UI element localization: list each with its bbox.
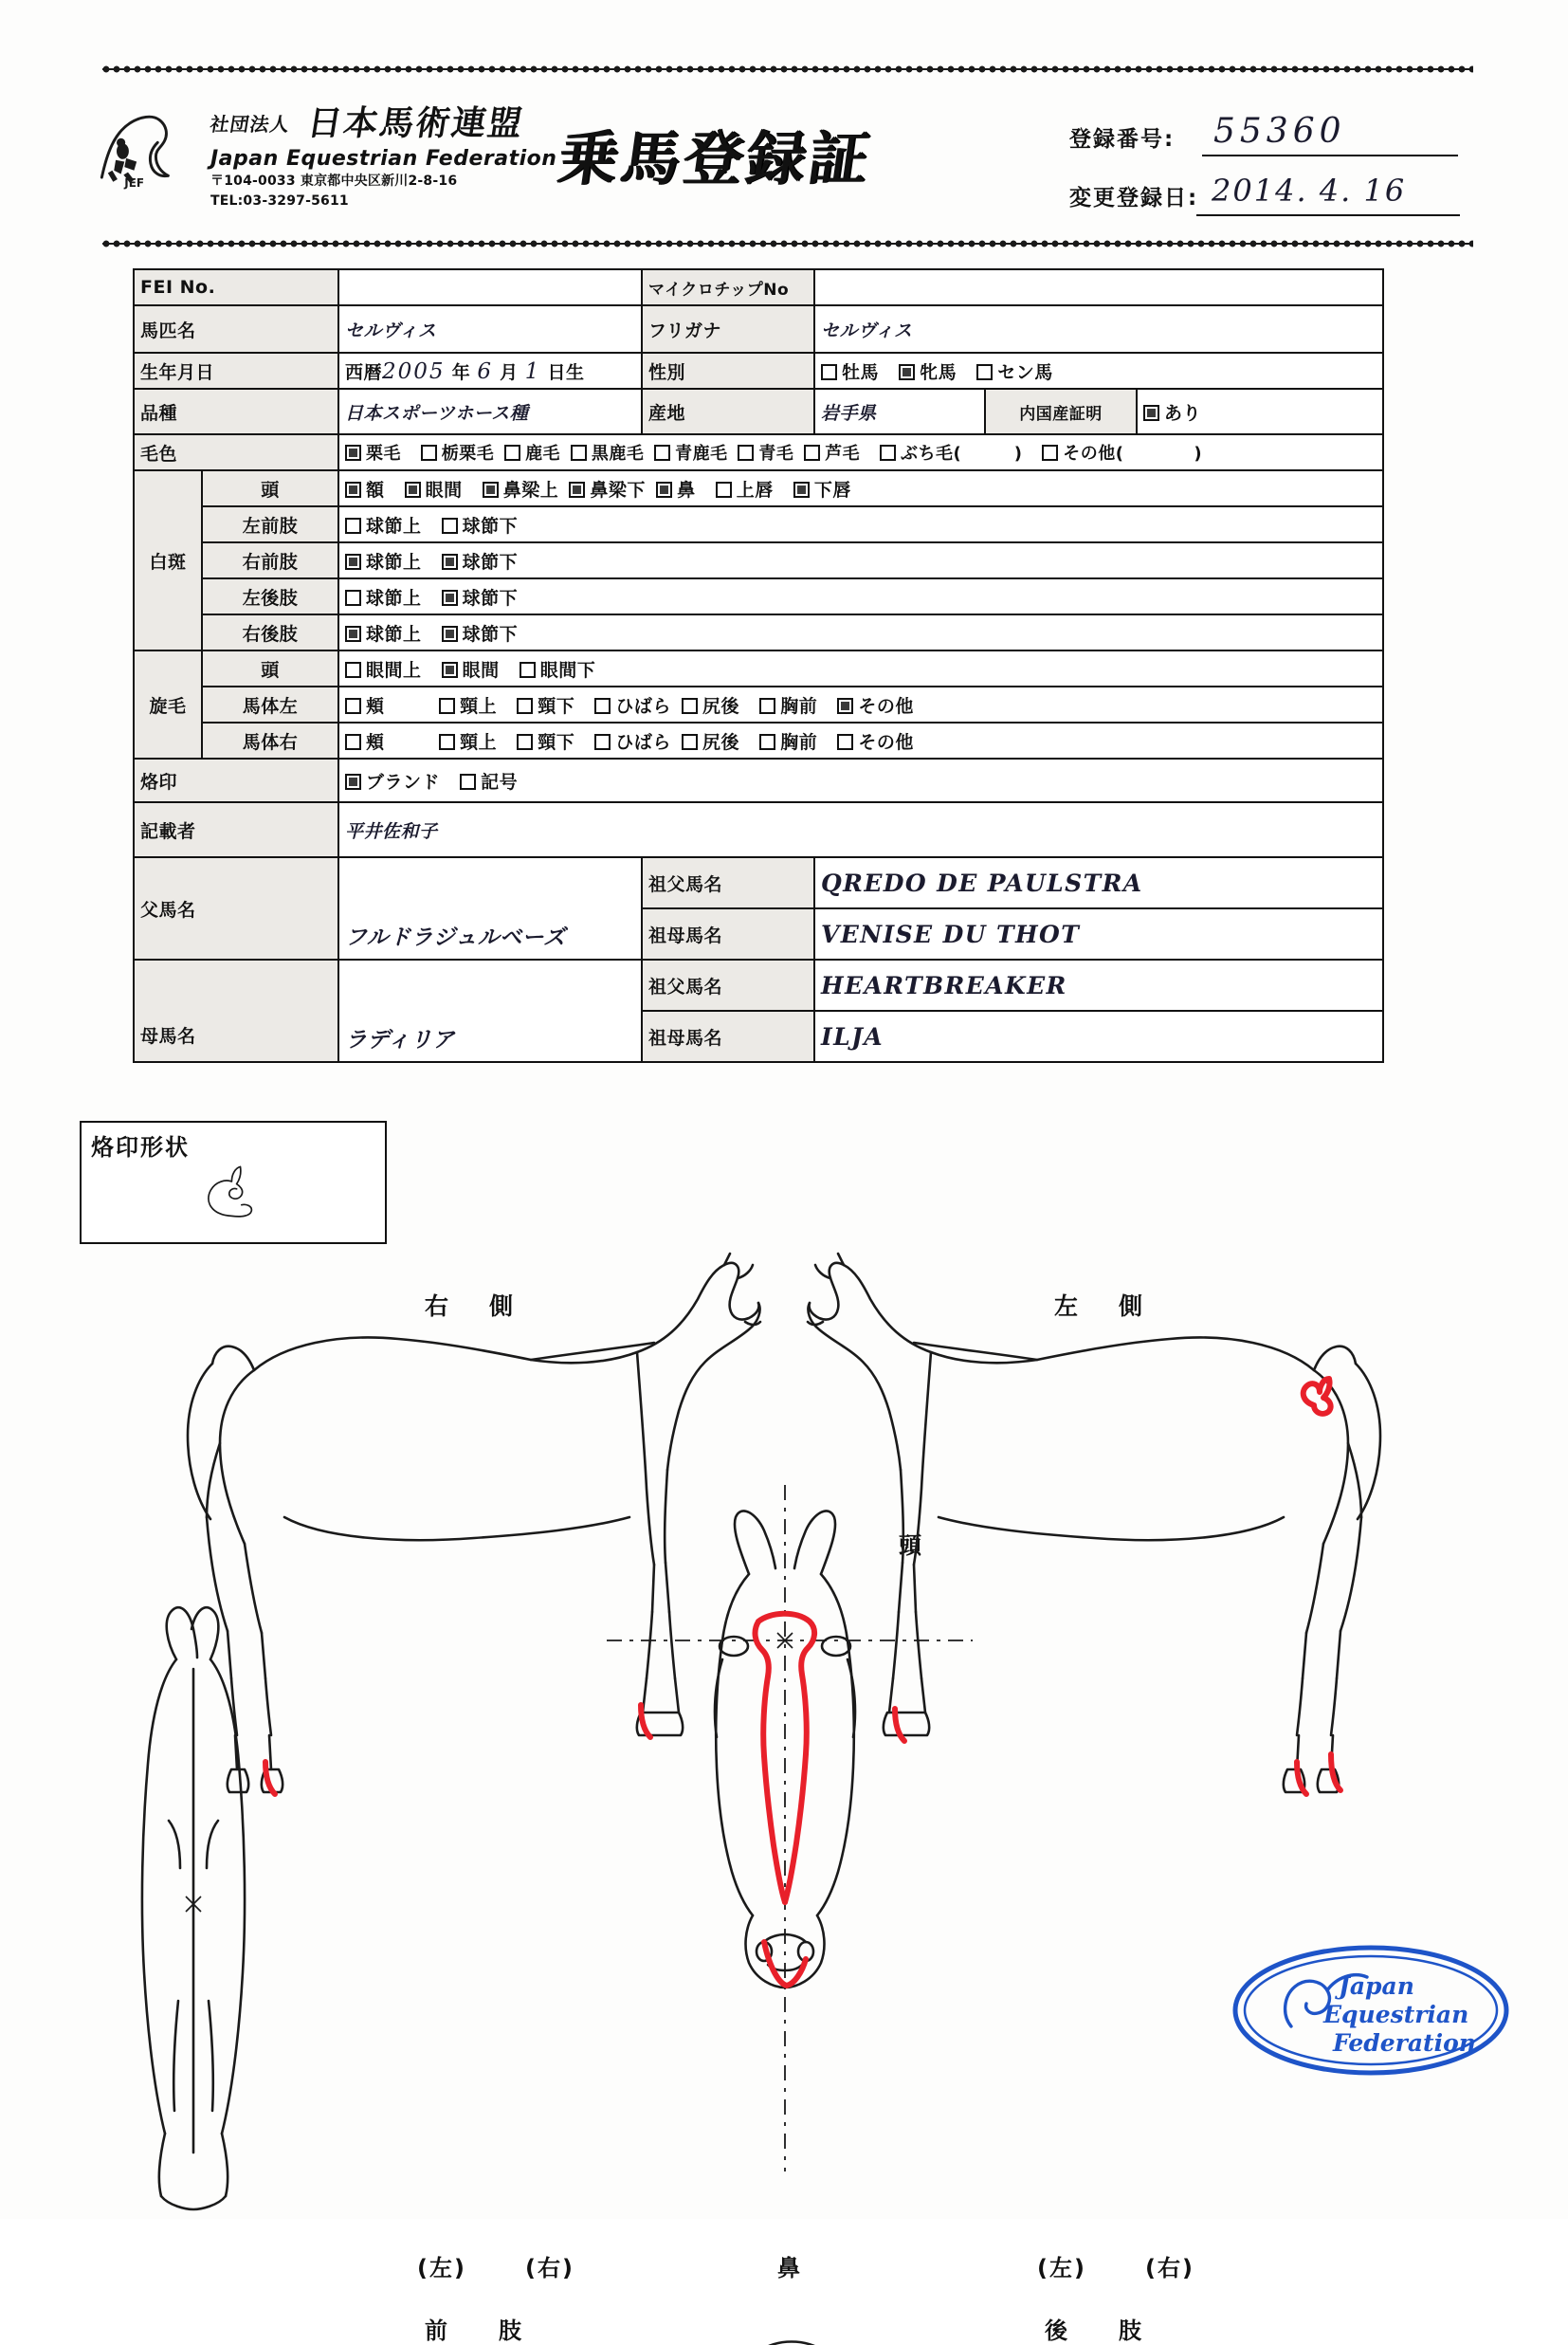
checkbox-marking-0-6[interactable] [793, 482, 810, 498]
birth-year-unit: 年 [451, 361, 471, 383]
coat-option-6[interactable] [804, 440, 860, 465]
marking-0-opt-3[interactable] [569, 476, 646, 502]
whorl-1-opt-1-label: 頸上 [460, 695, 498, 717]
brand-label: 烙印 [134, 759, 338, 802]
whorl-options-1[interactable] [338, 687, 1383, 723]
recorder-value[interactable]: 平井佐和子 [338, 802, 1383, 857]
checkbox-whorl-0-0[interactable] [345, 662, 361, 678]
marking-0-opt-2-label: 鼻梁上 [502, 479, 559, 501]
whorl-1-opt-2[interactable] [517, 692, 574, 718]
seal-line-1: Japan [1339, 1972, 1414, 2000]
marking-4-opt-1-label: 球節下 [462, 623, 519, 645]
whorl-2-opt-4[interactable] [682, 728, 739, 754]
coat-option-8[interactable] [1042, 440, 1202, 465]
marking-4-opt-1[interactable] [442, 620, 519, 646]
birth-month: 6 [477, 358, 493, 384]
checkbox-marking-0-4[interactable] [656, 482, 672, 498]
brand-opt-0-label: ブランド [366, 771, 441, 793]
whorl-2-opt-2-label: 頸下 [538, 731, 575, 753]
whorl-1-opt-5-label: 胸前 [780, 695, 818, 717]
hind-limb-label: 後 肢 [1045, 2318, 1143, 2344]
corp-prefix: 社団法人 [208, 113, 292, 136]
checkbox-marking-3-1[interactable] [442, 590, 458, 606]
marking-2-opt-0-label: 球節上 [366, 551, 422, 573]
coat-option-8-label: その他( ) [1063, 444, 1203, 464]
whorl-2-opt-5[interactable] [759, 728, 817, 754]
marking-options-0[interactable] [338, 470, 1383, 506]
org-name-jp: 日本馬術連盟 [304, 104, 527, 143]
marking-options-1[interactable] [338, 506, 1383, 542]
birth-era: 西暦 [345, 361, 383, 383]
table-row-marking-rh [134, 614, 1383, 650]
checkbox-sex-2[interactable] [976, 364, 993, 380]
whorl-2-opt-0[interactable] [345, 728, 419, 754]
whorl-part-0: 頭 [202, 650, 338, 687]
breed-label: 品種 [134, 389, 338, 434]
marking-options-4[interactable] [338, 614, 1383, 650]
coat-option-2[interactable] [504, 440, 560, 465]
whorl-1-opt-4[interactable] [682, 692, 739, 718]
table-row-coat [134, 434, 1383, 470]
marking-0-opt-3-label: 鼻梁下 [590, 479, 646, 501]
org-name-en: Japan Equestrian Federation [210, 147, 557, 171]
checkbox-marking-1-1[interactable] [442, 518, 458, 534]
front-limb-label: 前 肢 [425, 2318, 523, 2344]
marking-4-opt-0-label: 球節上 [366, 623, 422, 645]
coat-option-1-label: 栃栗毛 [441, 444, 495, 464]
seal-line-3: Federation [1333, 2029, 1476, 2057]
whorl-1-opt-3-label: ひばら [615, 695, 671, 717]
whorl-1-opt-6-label: その他 [858, 695, 914, 717]
checkbox-whorl-1-3[interactable] [594, 698, 611, 714]
coat-option-5-label: 青毛 [758, 444, 794, 464]
checkbox-whorl-1-0[interactable] [345, 698, 361, 714]
checkbox-coat-3[interactable] [571, 445, 587, 461]
coat-option-3[interactable] [571, 440, 645, 465]
registration-number-label: 登録番号: [1069, 127, 1176, 152]
marking-2-opt-1-label: 球節下 [462, 551, 519, 573]
marking-0-opt-1[interactable] [405, 476, 463, 502]
marking-4-opt-0[interactable] [345, 620, 422, 646]
checkbox-marking-2-0[interactable] [345, 554, 361, 570]
whorl-part-1: 馬体左 [202, 687, 338, 723]
checkbox-marking-0-5[interactable] [716, 482, 732, 498]
whorl-0-opt-0-label: 眼間上 [366, 659, 422, 681]
birth-day: 1 [524, 358, 541, 384]
marking-part-1: 左前肢 [202, 506, 338, 542]
coat-option-2-label: 鹿毛 [525, 444, 561, 464]
brand-opt-1-label: 記号 [481, 771, 519, 793]
left-side-label: 左 側 [1054, 1292, 1152, 1320]
whorl-0-opt-2-label: 眼間下 [539, 659, 596, 681]
ornamental-rule-top [102, 64, 1473, 75]
whorl-0-opt-1-label: 眼間 [462, 659, 500, 681]
checkbox-whorl-2-2[interactable] [517, 734, 533, 750]
marking-options-2[interactable] [338, 542, 1383, 578]
sex-option-1-label: 牝馬 [920, 361, 957, 383]
paternal-granddam-value[interactable]: VENISE DU THOT [814, 908, 1383, 960]
horse-name-label: 馬匹名 [134, 305, 338, 353]
coat-option-6-label: 芦毛 [825, 444, 861, 464]
coat-label: 毛色 [134, 434, 338, 470]
table-row-fei [134, 269, 1383, 305]
fei-no-label: FEI No. [134, 269, 338, 305]
table-row-breed [134, 389, 1383, 434]
microchip-value[interactable] [814, 269, 1383, 305]
table-row-dam-grandsire [134, 960, 1383, 1011]
coat-option-4-label: 青鹿毛 [675, 444, 728, 464]
marking-part-2: 右前肢 [202, 542, 338, 578]
front-right-label: (右) [525, 2255, 574, 2281]
marking-1-opt-0[interactable] [345, 512, 422, 538]
whorl-2-opt-1-label: 頸上 [460, 731, 498, 753]
ornamental-rule-bottom [102, 239, 1473, 249]
sex-option-0-label: 牡馬 [842, 361, 880, 383]
birth-label: 生年月日 [134, 353, 338, 389]
table-row-name [134, 305, 1383, 353]
sex-label: 性別 [642, 353, 814, 389]
table-row-birth [134, 353, 1383, 389]
coat-option-3-label: 黒鹿毛 [591, 444, 645, 464]
maternal-grandsire-label: 祖父馬名 [642, 960, 814, 1011]
domestic-option-label: あり [1164, 402, 1202, 424]
sex-option-2[interactable] [976, 358, 1053, 384]
sex-options[interactable] [814, 353, 1383, 389]
whorl-1-opt-0-label: 頬 [366, 695, 385, 717]
marking-1-opt-0-label: 球節上 [366, 515, 422, 537]
jef-official-seal [1229, 1939, 1513, 2081]
brand-shape-label: 烙印形状 [91, 1134, 190, 1161]
marking-2-opt-1[interactable] [442, 548, 519, 574]
birthplace-label: 産地 [642, 389, 814, 434]
whorl-1-opt-5[interactable] [759, 692, 817, 718]
coat-option-0[interactable] [345, 440, 401, 465]
hind-left-label: (左) [1037, 2255, 1086, 2281]
checkbox-coat-7[interactable] [880, 445, 896, 461]
checkbox-marking-0-1[interactable] [405, 482, 421, 498]
whorl-2-opt-5-label: 胸前 [780, 731, 818, 753]
checkbox-marking-4-1[interactable] [442, 626, 458, 642]
whorl-2-opt-1[interactable] [439, 728, 497, 754]
registration-number-underline [1202, 155, 1458, 156]
registration-date-value: 2014. 4. 16 [1212, 173, 1407, 209]
marking-3-opt-1-label: 球節下 [462, 587, 519, 609]
checkbox-coat-4[interactable] [654, 445, 670, 461]
whorl-2-opt-6[interactable] [837, 728, 914, 754]
whorl-1-opt-3[interactable] [594, 692, 671, 718]
dam-label: 母馬名 [134, 960, 338, 1062]
marking-0-opt-1-label: 眼間 [425, 479, 463, 501]
markings-label: 白斑 [134, 470, 202, 650]
whorl-1-opt-4-label: 尻後 [702, 695, 740, 717]
marking-3-opt-1[interactable] [442, 584, 519, 610]
whorl-options-2[interactable] [338, 723, 1383, 759]
registration-date-label: 変更登録日: [1069, 186, 1199, 211]
marking-0-opt-6[interactable] [793, 476, 851, 502]
sex-option-2-label: セン馬 [997, 361, 1053, 383]
sex-option-1[interactable] [899, 358, 957, 384]
hind-right-label: (右) [1145, 2255, 1194, 2281]
checkbox-whorl-1-2[interactable] [517, 698, 533, 714]
checkbox-brand-0[interactable] [345, 774, 361, 790]
table-row-recorder [134, 802, 1383, 857]
checkbox-sex-1[interactable] [899, 364, 915, 380]
marking-0-opt-0-label: 額 [366, 479, 385, 501]
checkbox-whorl-2-6[interactable] [837, 734, 853, 750]
checkbox-domestic[interactable] [1143, 405, 1159, 421]
checkbox-whorl-1-6[interactable] [837, 698, 853, 714]
coat-option-0-label: 栗毛 [366, 444, 401, 464]
birth-month-unit: 月 [500, 361, 519, 383]
recorder-label: 記載者 [134, 802, 338, 857]
checkbox-coat-8[interactable] [1042, 445, 1058, 461]
brand-opt-0[interactable] [345, 768, 440, 794]
white-marking-highlights [265, 1379, 1340, 2345]
birthplace-value[interactable]: 岩手県 [814, 389, 985, 434]
front-left-label: (左) [417, 2255, 466, 2281]
domestic-cert-value[interactable] [1137, 389, 1383, 434]
marking-part-4: 右後肢 [202, 614, 338, 650]
domestic-cert-label: 内国産証明 [985, 389, 1137, 434]
brand-options[interactable] [338, 759, 1383, 802]
registration-number-value: 55360 [1213, 112, 1346, 151]
marking-part-3: 左後肢 [202, 578, 338, 614]
organization-block [210, 97, 609, 211]
whorl-2-opt-0-label: 頬 [366, 731, 385, 753]
birth-year: 2005 [382, 358, 446, 384]
whorl-0-opt-0[interactable] [345, 656, 422, 682]
org-address-line2: TEL:03-3297-5611 [210, 192, 349, 209]
whorl-2-opt-4-label: 尻後 [702, 731, 740, 753]
whorl-2-opt-2[interactable] [517, 728, 574, 754]
table-row-whorl-left [134, 687, 1383, 723]
checkbox-whorl-2-4[interactable] [682, 734, 698, 750]
nose-label: 鼻 [777, 2255, 802, 2281]
table-row-marking-head [134, 470, 1383, 506]
table-row-sire-grandsire [134, 857, 1383, 908]
whorl-label: 旋毛 [134, 650, 202, 759]
checkbox-whorl-2-3[interactable] [594, 734, 611, 750]
sex-option-0[interactable] [821, 358, 879, 384]
marking-1-opt-1-label: 球節下 [462, 515, 519, 537]
whorl-0-opt-2[interactable] [520, 656, 596, 682]
checkbox-marking-0-2[interactable] [483, 482, 499, 498]
marking-3-opt-0[interactable] [345, 584, 422, 610]
whorl-1-opt-2-label: 頸下 [538, 695, 575, 717]
checkbox-whorl-2-5[interactable] [759, 734, 775, 750]
marking-2-opt-0[interactable] [345, 548, 422, 574]
table-row-marking-lh [134, 578, 1383, 614]
marking-0-opt-4-label: 鼻 [677, 479, 696, 501]
checkbox-whorl-2-1[interactable] [439, 734, 455, 750]
marking-part-0: 頭 [202, 470, 338, 506]
microchip-label: マイクロチップNo [642, 269, 814, 305]
coat-option-1[interactable] [421, 440, 495, 465]
maternal-granddam-label: 祖母馬名 [642, 1011, 814, 1062]
checkbox-marking-4-0[interactable] [345, 626, 361, 642]
coat-option-7-label: ぶち毛( ) [900, 444, 1023, 464]
furigana-label: フリガナ [642, 305, 814, 353]
coat-options[interactable] [338, 434, 1383, 470]
marking-0-opt-0[interactable] [345, 476, 385, 502]
paternal-grandsire-value[interactable]: QREDO DE PAULSTRA [814, 857, 1383, 908]
whorl-options-0[interactable] [338, 650, 1383, 687]
paternal-grandsire-label: 祖父馬名 [642, 857, 814, 908]
furigana-value[interactable]: セルヴィス [814, 305, 1383, 353]
whorl-2-opt-6-label: その他 [858, 731, 914, 753]
checkbox-whorl-2-0[interactable] [345, 734, 361, 750]
whorl-part-2: 馬体右 [202, 723, 338, 759]
birth-value[interactable] [338, 353, 642, 389]
coat-option-4[interactable] [654, 440, 728, 465]
marking-0-opt-5-label: 上唇 [736, 479, 774, 501]
checkbox-coat-2[interactable] [504, 445, 520, 461]
paternal-granddam-label: 祖母馬名 [642, 908, 814, 960]
maternal-grandsire-value[interactable]: HEARTBREAKER [814, 960, 1383, 1011]
marking-0-opt-6-label: 下唇 [813, 479, 851, 501]
checkbox-whorl-1-1[interactable] [439, 698, 455, 714]
marking-options-3[interactable] [338, 578, 1383, 614]
table-row-marking-rf [134, 542, 1383, 578]
checkbox-whorl-1-4[interactable] [682, 698, 698, 714]
coat-option-7[interactable] [880, 440, 1022, 465]
registration-table [133, 268, 1384, 1063]
table-row-brand [134, 759, 1383, 802]
checkbox-coat-0[interactable] [345, 445, 361, 461]
coat-option-5[interactable] [738, 440, 793, 465]
checkbox-whorl-0-1[interactable] [442, 662, 458, 678]
brand-opt-1[interactable] [460, 768, 518, 794]
horse-name-value[interactable]: セルヴィス [338, 305, 642, 353]
checkbox-coat-6[interactable] [804, 445, 820, 461]
checkbox-marking-0-0[interactable] [345, 482, 361, 498]
sire-value[interactable]: フルドラジュルベーズ [338, 857, 642, 960]
marking-0-opt-5[interactable] [716, 476, 774, 502]
birth-day-unit: 日生 [547, 361, 585, 383]
head-label: 頭 [899, 1532, 923, 1559]
checkbox-marking-3-0[interactable] [345, 590, 361, 606]
checkbox-coat-1[interactable] [421, 445, 437, 461]
checkbox-marking-2-1[interactable] [442, 554, 458, 570]
seal-line-2: Equestrian [1323, 2001, 1469, 2028]
marking-1-opt-1[interactable] [442, 512, 519, 538]
whorl-1-opt-1[interactable] [439, 692, 497, 718]
svg-text:JEF: JEF [124, 176, 145, 191]
whorl-2-opt-3[interactable] [594, 728, 671, 754]
marking-0-opt-2[interactable] [483, 476, 559, 502]
whorl-1-opt-0[interactable] [345, 692, 419, 718]
right-side-label: 右 側 [425, 1292, 522, 1320]
sire-label: 父馬名 [134, 857, 338, 960]
whorl-0-opt-1[interactable] [442, 656, 500, 682]
checkbox-marking-1-0[interactable] [345, 518, 361, 534]
checkbox-marking-0-3[interactable] [569, 482, 585, 498]
breed-value[interactable]: 日本スポーツホース種 [338, 389, 642, 434]
maternal-granddam-value[interactable]: ILJA [814, 1011, 1383, 1062]
jef-logo-icon [95, 102, 182, 190]
marking-0-opt-4[interactable] [656, 476, 696, 502]
checkbox-sex-0[interactable] [821, 364, 837, 380]
table-row-whorl-head [134, 650, 1383, 687]
table-row-whorl-right [134, 723, 1383, 759]
org-address-line1: 〒104-0033 東京都中央区新川2-8-16 [210, 174, 458, 189]
fei-no-value[interactable] [338, 269, 642, 305]
marking-3-opt-0-label: 球節上 [366, 587, 422, 609]
checkbox-whorl-1-5[interactable] [759, 698, 775, 714]
table-row-marking-lf [134, 506, 1383, 542]
whorl-1-opt-6[interactable] [837, 692, 914, 718]
checkbox-coat-5[interactable] [738, 445, 754, 461]
whorl-2-opt-3-label: ひばら [615, 731, 671, 753]
checkbox-brand-1[interactable] [460, 774, 476, 790]
document-title: 乗馬登録証 [554, 124, 877, 193]
checkbox-whorl-0-2[interactable] [520, 662, 536, 678]
registration-date-underline [1196, 214, 1460, 216]
dam-value[interactable]: ラディリア [338, 960, 642, 1062]
